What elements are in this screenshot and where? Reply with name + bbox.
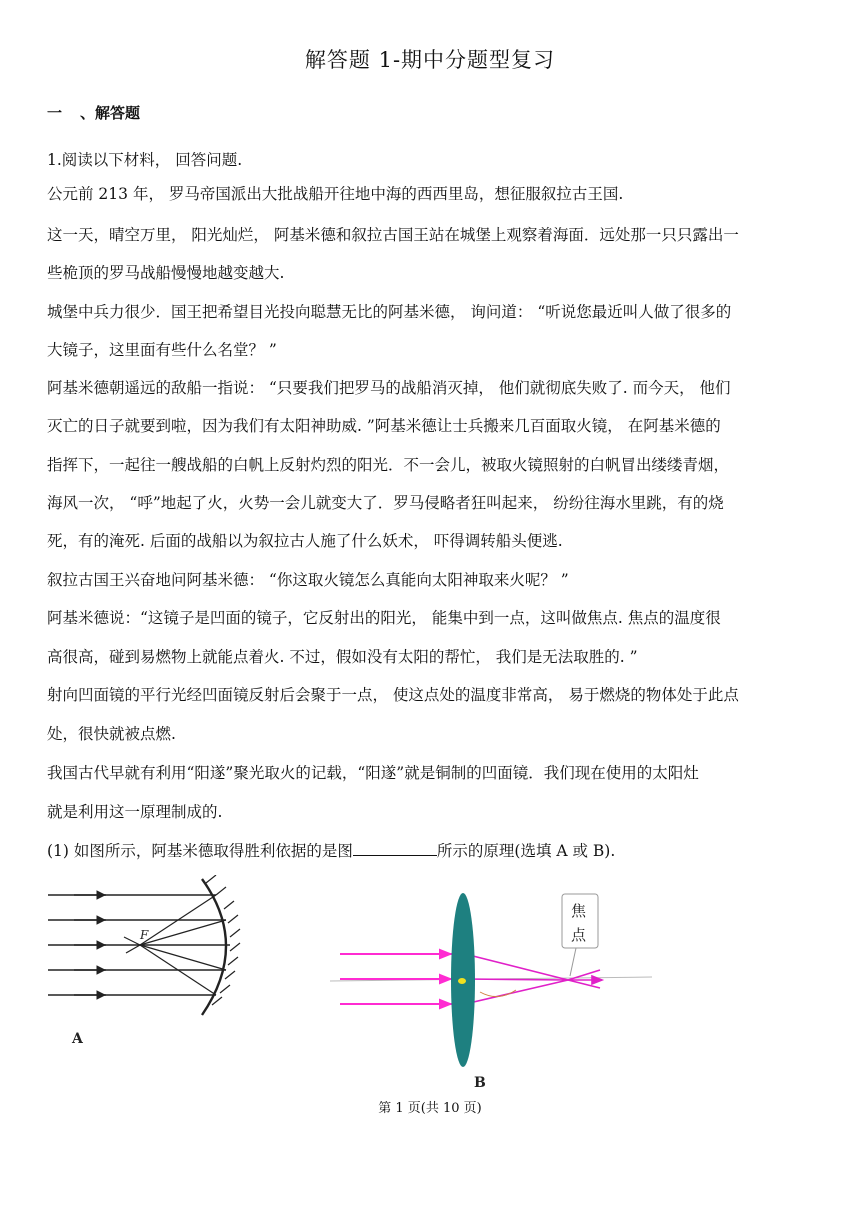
figure-b-label: B xyxy=(474,1075,486,1090)
paragraph-line: 阿基米德朝遥远的敌船一指说： “只要我们把罗马的战船消灭掉， 他们就彻底失败了. 而今天， 他们 xyxy=(47,379,731,397)
paragraph-line: 指挥下，一起往一艘战船的白帆上反射灼烈的阳光．不一会儿，被取火镜照射的白帆冒出缕缕青烟， xyxy=(47,456,730,474)
question-1-prefix: (1) 如图所示，阿基米德取得胜利依据的是图 xyxy=(47,842,353,860)
focus-label-f: F xyxy=(140,928,149,942)
figure-a-concave-mirror xyxy=(44,875,264,1050)
section-number: 一 xyxy=(47,104,63,122)
page-footer: 第 1 页(共 10 页) xyxy=(378,1101,482,1116)
paragraph-line: 射向凹面镜的平行光经凹面镜反射后会聚于一点， 使这点处的温度非常高， 易于燃烧的物体处于此点 xyxy=(47,686,739,704)
paragraph-line: 我国古代早就有利用“阳遂”聚光取火的记载，“阳遂”就是铜制的凹面镜．我们现在使用的太阳灶 xyxy=(47,764,699,782)
paragraph-line: 灭亡的日子就要到啦，因为我们有太阳神助威. ”阿基米德让士兵搬来几百面取火镜， 在阿基米德的 xyxy=(47,417,721,435)
lens-center-dot xyxy=(458,978,466,984)
page-title: 解答题 1-期中分题型复习 xyxy=(304,48,556,72)
paragraph-line: 处，很快就被点燃. xyxy=(47,725,176,743)
focus-label-char-1: 焦 xyxy=(571,902,587,920)
question-1 xyxy=(47,840,812,861)
paragraph-line: 城堡中兵力很少．国王把希望目光投向聪慧无比的阿基米德， 询问道： “听说您最近叫人做了很多的 xyxy=(47,303,732,321)
refracted-rays xyxy=(465,954,602,1004)
paragraph-line: 死，有的淹死. 后面的战船以为叙拉古人施了什么妖术， 吓得调转船头便逃. xyxy=(47,532,563,550)
paragraph-line: 叙拉古国王兴奋地问阿基米德： “你这取火镜怎么真能向太阳神取来火呢？ ” xyxy=(47,571,569,589)
figure-a-label: A xyxy=(72,1031,83,1047)
paragraph-line: 1.阅读以下材料， 回答问题. xyxy=(47,151,243,169)
question-1-suffix: 所示的原理(选填 A 或 B). xyxy=(436,842,616,860)
paragraph-line: 大镜子，这里面有些什么名堂？ ” xyxy=(47,341,277,359)
paragraph-line: 海风一次， “呼”地起了火，火势一会儿就变大了．罗马侵略者狂叫起来， 纷纷往海水里跳，有的烧 xyxy=(47,494,724,512)
section-heading xyxy=(47,102,140,123)
answer-blank[interactable] xyxy=(353,840,437,856)
paragraph-line: 公元前 213 年， 罗马帝国派出大批战船开往地中海的西西里岛，想征服叙拉古王国. xyxy=(47,185,624,203)
incoming-rays xyxy=(340,950,462,1008)
paragraph-line: 高很高，碰到易燃物上就能点着火. 不过，假如没有太阳的帮忙， 我们是无法取胜的. ” xyxy=(47,648,638,666)
figure-b-convex-lens xyxy=(330,880,660,1090)
focus-label-char-2: 点 xyxy=(571,926,587,944)
paragraph-line: 这一天，晴空万里， 阳光灿烂， 阿基米德和叙拉古国王站在城堡上观察着海面．远处那一只只露出一 xyxy=(47,226,739,244)
focus-pointer xyxy=(570,948,576,976)
paragraph-line: 阿基米德说：“这镜子是凹面的镜子，它反射出的阳光， 能集中到一点，这叫做焦点. 焦点的温度很 xyxy=(47,609,721,627)
paragraph-line: 就是利用这一原理制成的. xyxy=(47,803,223,821)
section-label: 、解答题 xyxy=(80,104,141,122)
paragraph-line: 些桅顶的罗马战船慢慢地越变越大. xyxy=(47,264,285,282)
